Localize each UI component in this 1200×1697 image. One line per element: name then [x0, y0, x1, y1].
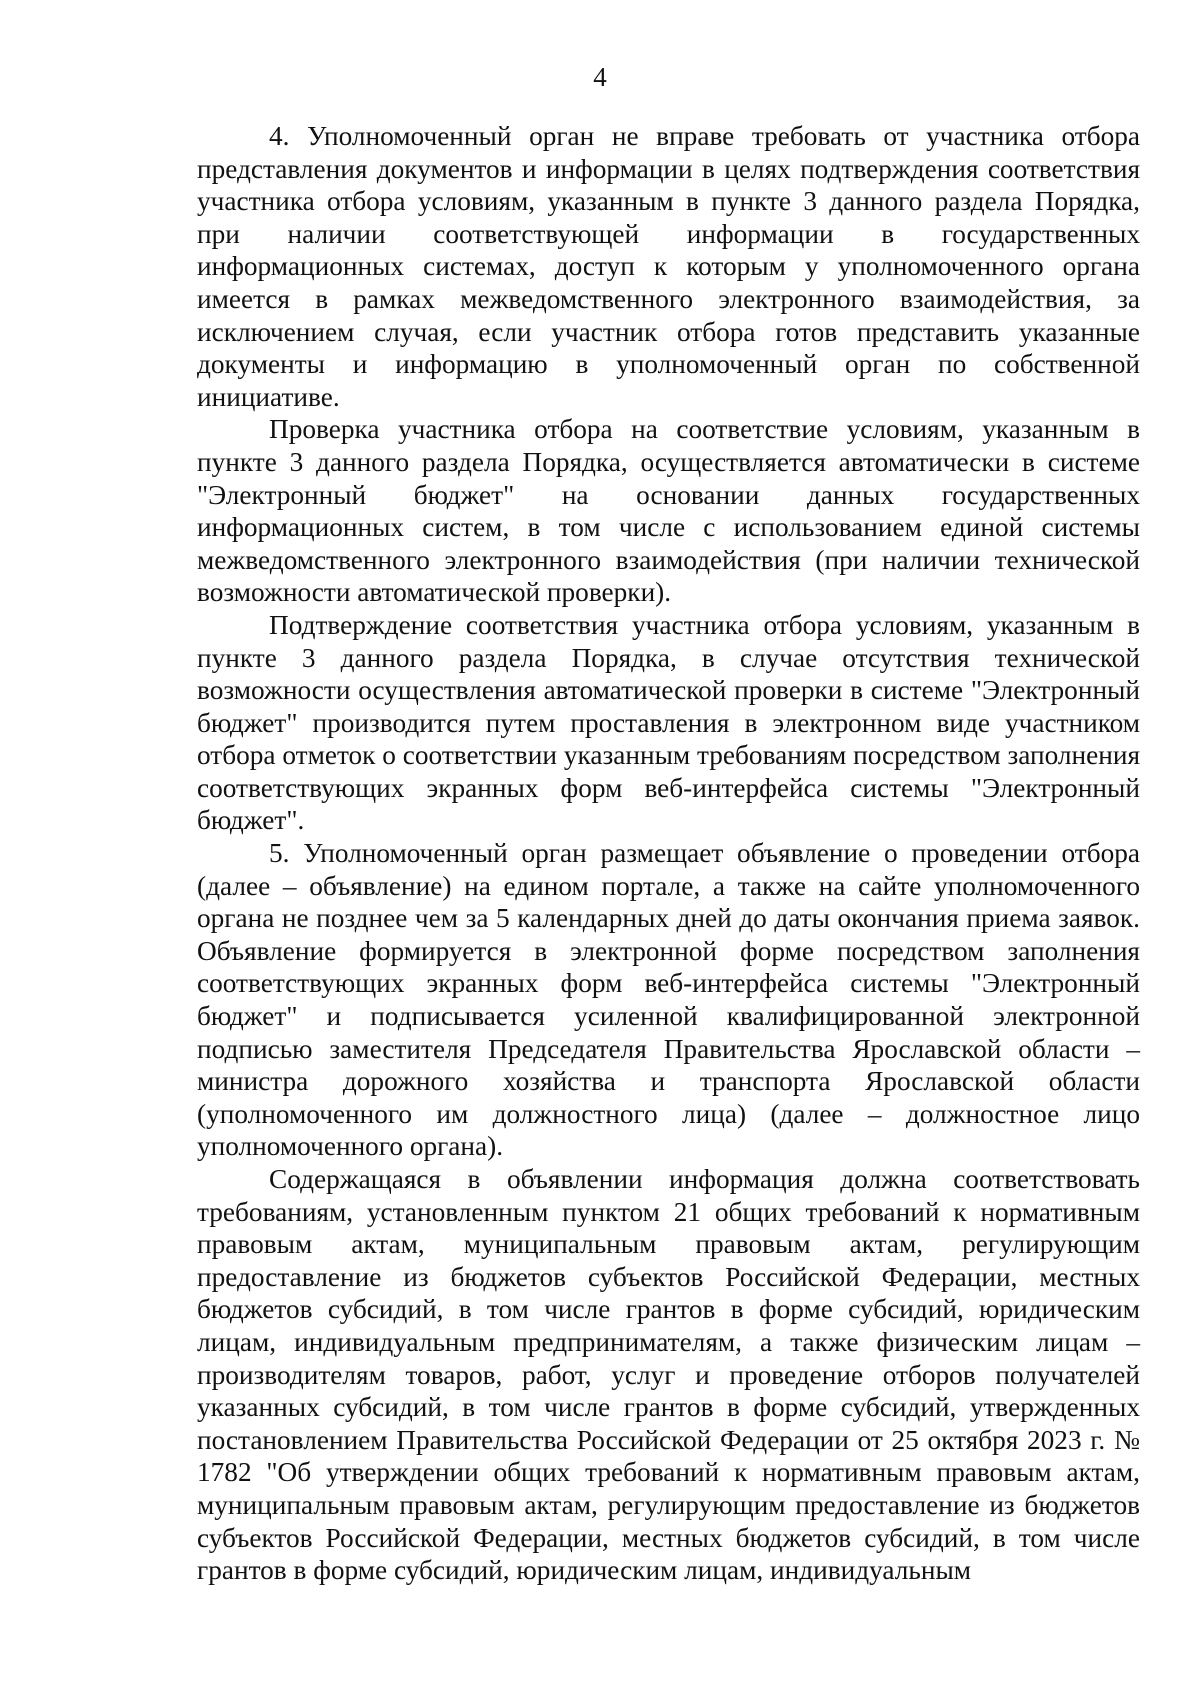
paragraph-verification-check: Проверка участника отбора на соответствие условиям, указанным в пункте 3 данного раздела Порядка, осуществляется автоматически в системе "Электронный бюджет" на основании данных государственных информационных систем, в том числе с использованием единой системы межведомственного электронного взаимодействия (при наличии технической возможности автоматической проверки).	[197, 414, 1140, 608]
paragraph-announcement-requirements: Содержащаяся в объявлении информация должна соответствовать требованиям, установленным пунктом 21 общих требований к нормативным правовым актам, муниципальным правовым актам, регулирующим предоставление из бюджетов субъектов Российской Федерации, местных бюджетов субсидий, в том числе грантов в форме субсидий, юридическим лицам, индивидуальным предпринимателям, а также физическим лицам – производителям товаров, работ, услуг и проведение отборов получателей указанных субсидий, в том числе грантов в форме субсидий, утвержденных постановлением Правительства Российской Федерации от 25 октября 2023 г. № 1782 "Об утверждении общих требований к нормативным правовым актам, муниципальным правовым актам, регулирующим предоставление из бюджетов субъектов Российской Федерации, местных бюджетов субсидий, в том числе грантов в форме субсидий, юридическим лицам, индивидуальным	[197, 1164, 1140, 1586]
page-number: 4	[593, 62, 607, 92]
paragraph-item-5: 5. Уполномоченный орган размещает объявление о проведении отбора (далее – объявление) на едином портале, а также на сайте уполномоченного органа не позднее чем за 5 календарных дней до даты окончания приема заявок. Объявление формируется в электронной форме посредством заполнения соответствующих экранных форм веб-интерфейса системы "Электронный бюджет" и подписывается усиленной квалифицированной электронной подписью заместителя Председателя Правительства Ярославской области – министра дорожного хозяйства и транспорта Ярославской области (уполномоченного им должностного лица) (далее – должностное лицо уполномоченного органа).	[197, 838, 1140, 1162]
document-body	[197, 120, 1140, 1587]
paragraph-compliance-confirmation: Подтверждение соответствия участника отбора условиям, указанным в пункте 3 данного раздела Порядка, в случае отсутствия технической возможности осуществления автоматической проверки в системе "Электронный бюджет" производится путем проставления в электронном виде участником отбора отметок о соответствии указанным требованиям посредством заполнения соответствующих экранных форм веб-интерфейса системы "Электронный бюджет".	[197, 609, 1140, 836]
paragraph-item-4: 4. Уполномоченный орган не вправе требовать от участника отбора представления документов и информации в целях подтверждения соответствия участника отбора условиям, указанным в пункте 3 данного раздела Порядка, при наличии соответствующей информации в государственных информационных системах, доступ к которым у уполномоченного органа имеется в рамках межведомственного электронного взаимодействия, за исключением случая, если участник отбора готов представить указанные документы и информацию в уполномоченный орган по собственной инициативе.	[197, 121, 1140, 412]
